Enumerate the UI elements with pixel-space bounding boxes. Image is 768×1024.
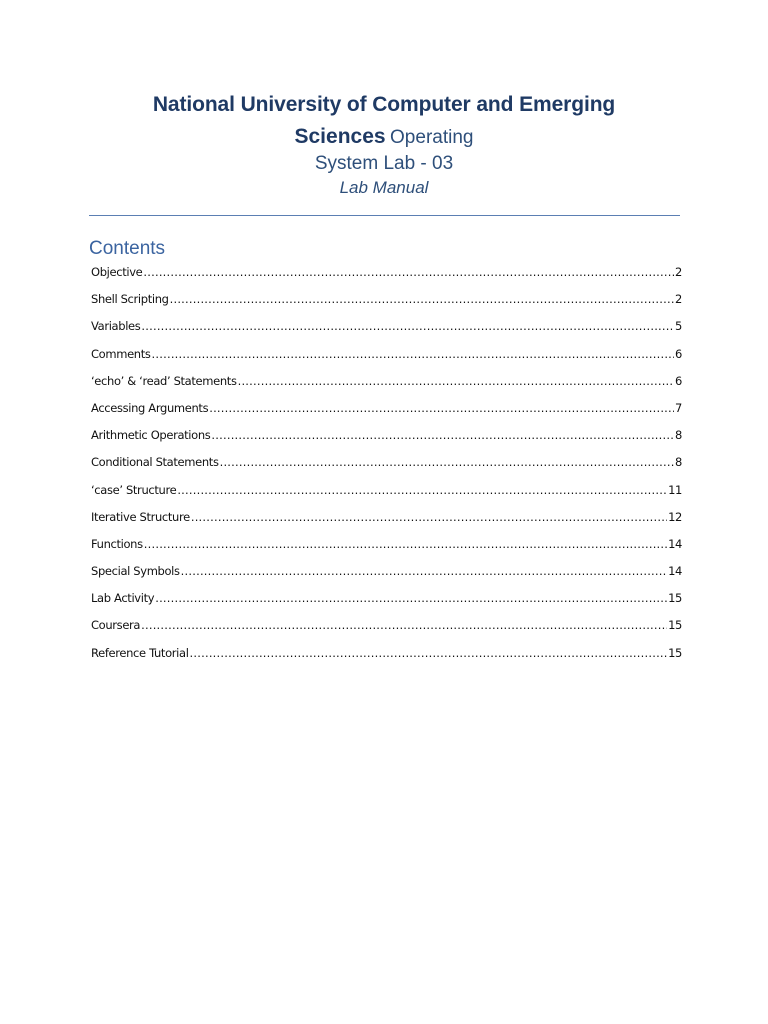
title-divider [89, 215, 680, 216]
title-line-lab-manual: Lab Manual [339, 178, 429, 197]
toc-dot-leader [211, 425, 674, 445]
toc-entry-label: Comments [91, 346, 151, 361]
toc-page-number: 2 [675, 265, 682, 279]
toc-entry-label: ‘case’ Structure [91, 482, 177, 497]
toc-page-number: 7 [675, 400, 682, 415]
toc-entry-accessing-arguments[interactable] [91, 398, 682, 425]
toc-dot-leader [181, 561, 667, 581]
toc-entry-label: ‘echo’ & ‘read’ Statements [91, 373, 237, 388]
toc-entry-functions[interactable] [91, 534, 682, 561]
toc-page-number: 2 [675, 292, 682, 307]
toc-page-number: 14 [668, 564, 682, 579]
toc-entry-reference-tutorial[interactable] [91, 643, 682, 670]
toc-entry-label: Functions [91, 536, 143, 551]
toc-dot-leader [220, 452, 674, 472]
toc-dot-leader [141, 316, 674, 336]
toc-entry-variables[interactable] [91, 316, 682, 343]
title-line-sciences [0, 124, 768, 152]
document-title [0, 88, 768, 200]
toc-entry-comments[interactable] [91, 344, 682, 371]
toc-entry-label: Objective [91, 265, 143, 279]
toc-entry-label: Special Symbols [91, 564, 180, 579]
toc-dot-leader [238, 371, 674, 391]
toc-page-number: 11 [668, 482, 682, 497]
toc-page-number: 5 [675, 319, 682, 334]
toc-entry-label: Accessing Arguments [91, 400, 209, 415]
toc-entry-label: Shell Scripting [91, 292, 169, 307]
toc-page-number: 6 [675, 346, 682, 361]
toc-page-number: 15 [668, 645, 682, 660]
toc-entry-case-structure[interactable] [91, 480, 682, 507]
toc-entry-label: Reference Tutorial [91, 645, 189, 660]
toc-dot-leader [209, 398, 674, 418]
toc-entry-label: Iterative Structure [91, 509, 190, 524]
toc-dot-leader [190, 643, 668, 663]
toc-dot-leader [177, 480, 667, 500]
toc-page-number: 12 [668, 509, 682, 524]
title-line-lab-number: System Lab - 03 [314, 153, 454, 174]
toc-entry-label: Coursera [91, 618, 141, 633]
toc-entry-lab-activity[interactable] [91, 588, 682, 615]
toc-entry-special-symbols[interactable] [91, 561, 682, 588]
toc-page-number: 14 [668, 536, 682, 551]
toc-entry-coursera[interactable] [91, 615, 682, 642]
title-sciences-text: Sciences [294, 125, 386, 148]
toc-dot-leader [155, 588, 667, 608]
toc-dot-leader [144, 534, 667, 554]
toc-entry-label: Conditional Statements [91, 455, 219, 470]
toc-page-number: 8 [675, 428, 682, 443]
toc-entry-iterative-structure[interactable] [91, 507, 682, 534]
toc-dot-leader [141, 615, 667, 635]
toc-entry-label: Lab Activity [91, 591, 155, 606]
toc-dot-leader [191, 507, 667, 527]
toc-entry-echo-read-statements[interactable] [91, 371, 682, 398]
toc-entry-arithmetic-operations[interactable] [91, 425, 682, 452]
toc-page-number: 8 [675, 455, 682, 470]
toc-entry-shell-scripting[interactable] [91, 289, 682, 316]
toc-page-number: 6 [675, 373, 682, 388]
toc-dot-leader [152, 344, 674, 364]
toc-page-number: 15 [668, 591, 682, 606]
toc-entry-label: Variables [91, 319, 141, 334]
toc-dot-leader [170, 289, 674, 309]
toc-entry-conditional-statements[interactable] [91, 452, 682, 479]
toc-entry-objective[interactable] [91, 262, 682, 289]
toc-dot-leader [143, 262, 674, 282]
table-of-contents [91, 262, 682, 670]
toc-entry-label: Arithmetic Operations [91, 428, 211, 443]
toc-page-number: 15 [668, 618, 682, 633]
title-operating-text: Operating [390, 127, 474, 148]
contents-heading: Contents [89, 238, 166, 259]
title-line-university: National University of Computer and Emerging [152, 93, 616, 116]
